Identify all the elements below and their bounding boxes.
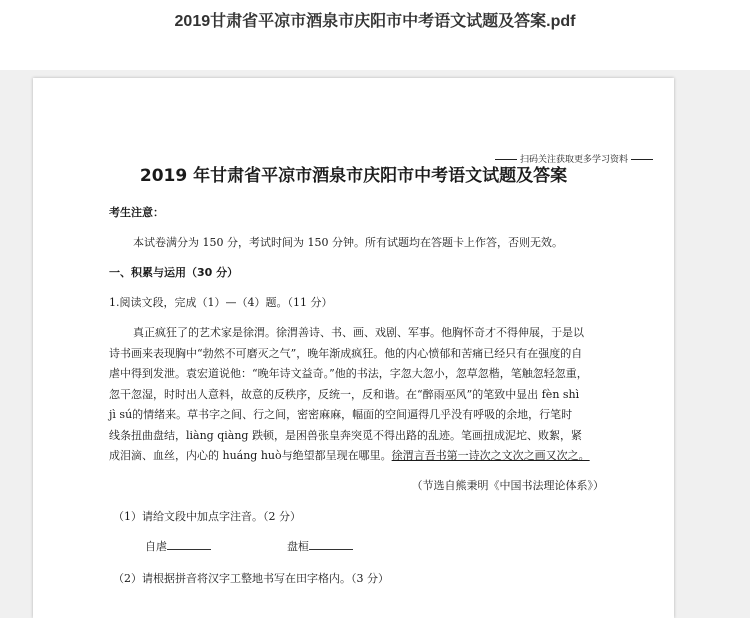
document-title: 2019 年甘肃省平凉市酒泉市庆阳市中考语文试题及答案 <box>139 166 568 186</box>
notice-text: 本试卷满分为 150 分，考试时间为 150 分钟。所有试题均在答题卡上作答，否则无效。 <box>133 236 563 249</box>
reading-paragraph <box>109 323 598 467</box>
paragraph-line: 线条扭曲盘结，liàng qiàng 跌顿，是困兽张皇奔突觅不得出路的乱迹。笔画扭成泥坨、败絮，紧 <box>109 428 582 442</box>
blank-word: 盘桓 <box>287 540 309 553</box>
watermark-line-left <box>495 159 517 160</box>
section-heading: 一、积累与运用（30 分） <box>109 266 239 279</box>
blank-word: 自虐 <box>145 540 167 553</box>
sub-question-2: （2）请根据拼音将汉字工整地书写在田字格内。（3 分） <box>113 572 389 585</box>
sub-question-1: （1）请给文段中加点字注音。（2 分） <box>113 510 301 523</box>
paragraph-line: 诗书画来表现胸中“勃然不可磨灭之气”，晚年渐成疯狂。他的内心愤郁和苦痛已经只有在强度的自 <box>109 346 583 360</box>
paragraph-line: 真正疯狂了的艺术家是徐渭。徐渭善诗、书、画、戏剧、军事。他胸怀奇才不得伸展，于是以 <box>133 326 584 339</box>
pinyin-blank-2 <box>287 538 353 554</box>
paragraph-line: 忽干忽湿，时时出人意料，故意的反秩序，反统一，反和谐。在“醉雨巫风”的笔致中显出 fèn shì <box>109 387 580 401</box>
watermark-line-right <box>631 159 653 160</box>
answer-blank <box>167 539 211 550</box>
question-1: 1.阅读文段，完成（1）—（4）题。（11 分） <box>109 296 333 309</box>
underlined-sentence: 徐渭言吾书第一诗次之文次之画又次之。 <box>391 449 590 462</box>
file-title: 2019甘肃省平凉市酒泉市庆阳市中考语文试题及答案.pdf <box>174 13 576 30</box>
viewer-toolbar <box>0 0 750 70</box>
paragraph-line-last <box>109 446 598 467</box>
notice-label: 考生注意： <box>109 206 164 219</box>
paragraph-line: 虐中得到发泄。袁宏道说他：“晚年诗文益奇。”他的书法，字忽大忽小，忽草忽楷，笔触忽轻忽重， <box>109 367 588 380</box>
paragraph-line: jì sú的情绪来。草书字之间、行之间，密密麻麻，幅面的空间逼得几乎没有呼吸的余地，行笔时 <box>109 408 573 421</box>
pinyin-blank-1 <box>145 538 211 554</box>
paragraph-text: 成泪滴、血丝，内心的 huáng huò与绝望都呈现在哪里。 <box>109 449 392 462</box>
answer-blank <box>309 539 353 550</box>
watermark-text: 扫码关注获取更多学习资料 <box>519 155 628 165</box>
pdf-page <box>33 78 674 618</box>
source-citation: （节选自熊秉明《中国书法理论体系》） <box>411 479 604 492</box>
